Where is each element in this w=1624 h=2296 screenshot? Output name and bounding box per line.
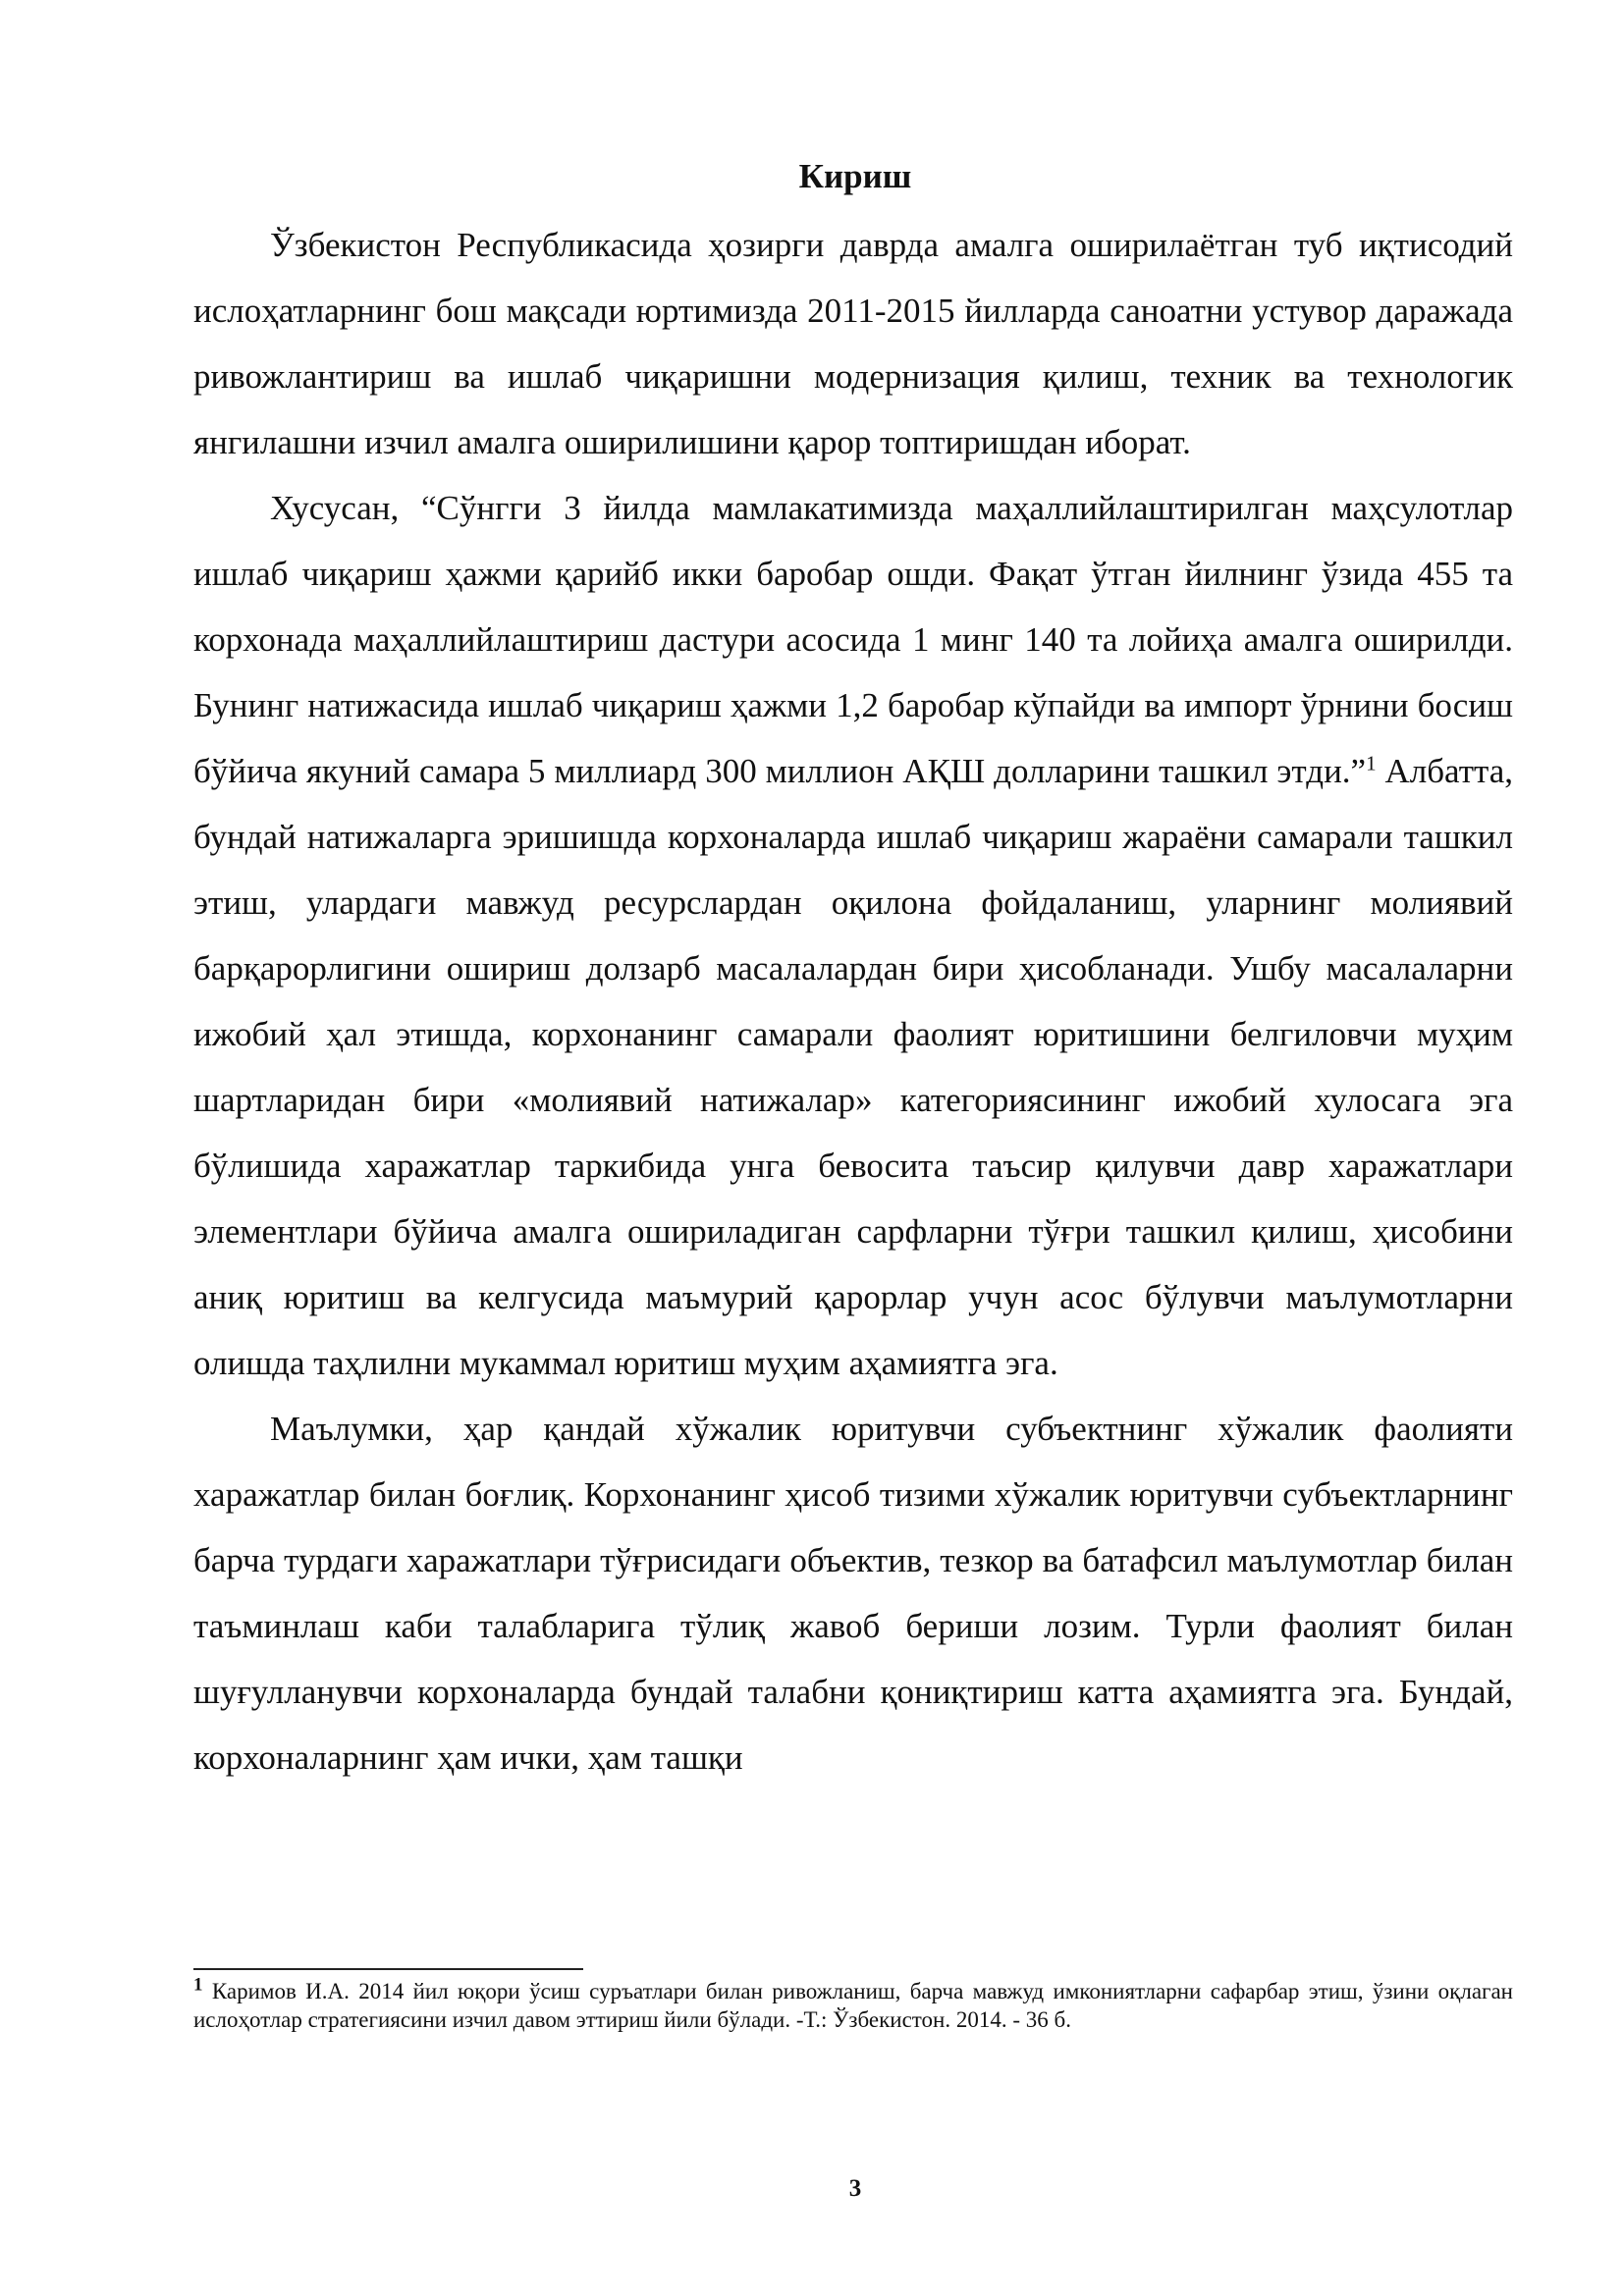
- footnote: [193, 1974, 1513, 2034]
- paragraph-2-quote: Хусусан, “Сўнгги 3 йилда мамлакатимизда маҳаллийлаштирилган маҳсулотлар ишлаб чиқариш ҳажми қарийб икки баробар ошди. Фақат ўтган йилнинг ўзида 455 та корхонада маҳаллийлаштириш дастури асосида 1 минг 140 та лойиҳа амалга оширилди. Бунинг натижасида ишлаб чиқариш ҳажми 1,2 баробар кўпайди ва импорт ўрнини босиш бўйича якуний самара 5 миллиард 300 миллион АҚШ долларини ташкил этди.”: [193, 489, 1513, 790]
- footnote-text: Каримов И.А. 2014 йил юқори ўсиш суръатлари билан ривожланиш, барча мавжуд имкониятларни сафарбар этиш, ўзини оқлаган ислоҳотлар стратегиясини изчил давом эттириш йили бўлади. -Т.: Ўзбекистон. 2014. - 36 б.: [193, 1979, 1513, 2032]
- footnote-separator: [193, 1968, 583, 1970]
- page-title: Кириш: [798, 157, 912, 195]
- paragraph-3: Маълумки, ҳар қандай хўжалик юритувчи субъектнинг хўжалик фаолияти харажатлар билан боғлиқ. Корхонанинг ҳисоб тизими хўжалик юритувчи субъектларнинг барча турдаги харажатлари тўғрисидаги объектив, тезкор ва батафсил маълумотлар билан таъминлаш каби талабларига тўлиқ жавоб бериши лозим. Турли фаолият билан шуғулланувчи корхоналарда бундай талабни қониқтириш катта аҳамиятга эга. Бундай, корхоналарнинг ҳам ички, ҳам ташқи: [193, 1410, 1513, 1777]
- paragraph-2-continuation: Албатта, бундай натижаларга эришишда корхоналарда ишлаб чиқариш жараёни самарали ташкил этиш, улардаги мавжуд ресурслардан оқилона фойдаланиш, уларнинг молиявий барқарорлигини ошириш долзарб масалалардан бири ҳисобланади. Ушбу масалаларни ижобий ҳал этишда, корхонанинг самарали фаолият юритишини белгиловчи муҳим шартларидан бири «молиявий натижалар» категориясининг ижобий хулосага эга бўлишида харажатлар таркибида унга бевосита таъсир қилувчи давр харажатлари элементлари бўйича амалга ошириладиган сарфларни тўғри ташкил қилиш, ҳисобини аниқ юритиш ва келгусида маъмурий қарорлар учун асос бўлувчи маълумотларни олишда таҳлилни мукаммал юритиш муҳим аҳамиятга эга.: [193, 752, 1513, 1382]
- paragraph-2: [193, 475, 1513, 1396]
- footnote-number: 1: [193, 1974, 203, 1996]
- paragraph-1: Ўзбекистон Республикасида ҳозирги даврда амалга оширилаётган туб иқтисодий ислоҳатларнинг бош мақсади юртимизда 2011-2015 йилларда саноатни устувор даражада ривожлантириш ва ишлаб чиқаришни модернизация қилиш, техник ва технологик янгилашни изчил амалга оширилишини қарор топтиришдан иборат.: [193, 226, 1513, 461]
- body-text: [193, 212, 1513, 1790]
- footnote-reference: 1: [1366, 751, 1377, 775]
- page-number: 3: [848, 2175, 862, 2202]
